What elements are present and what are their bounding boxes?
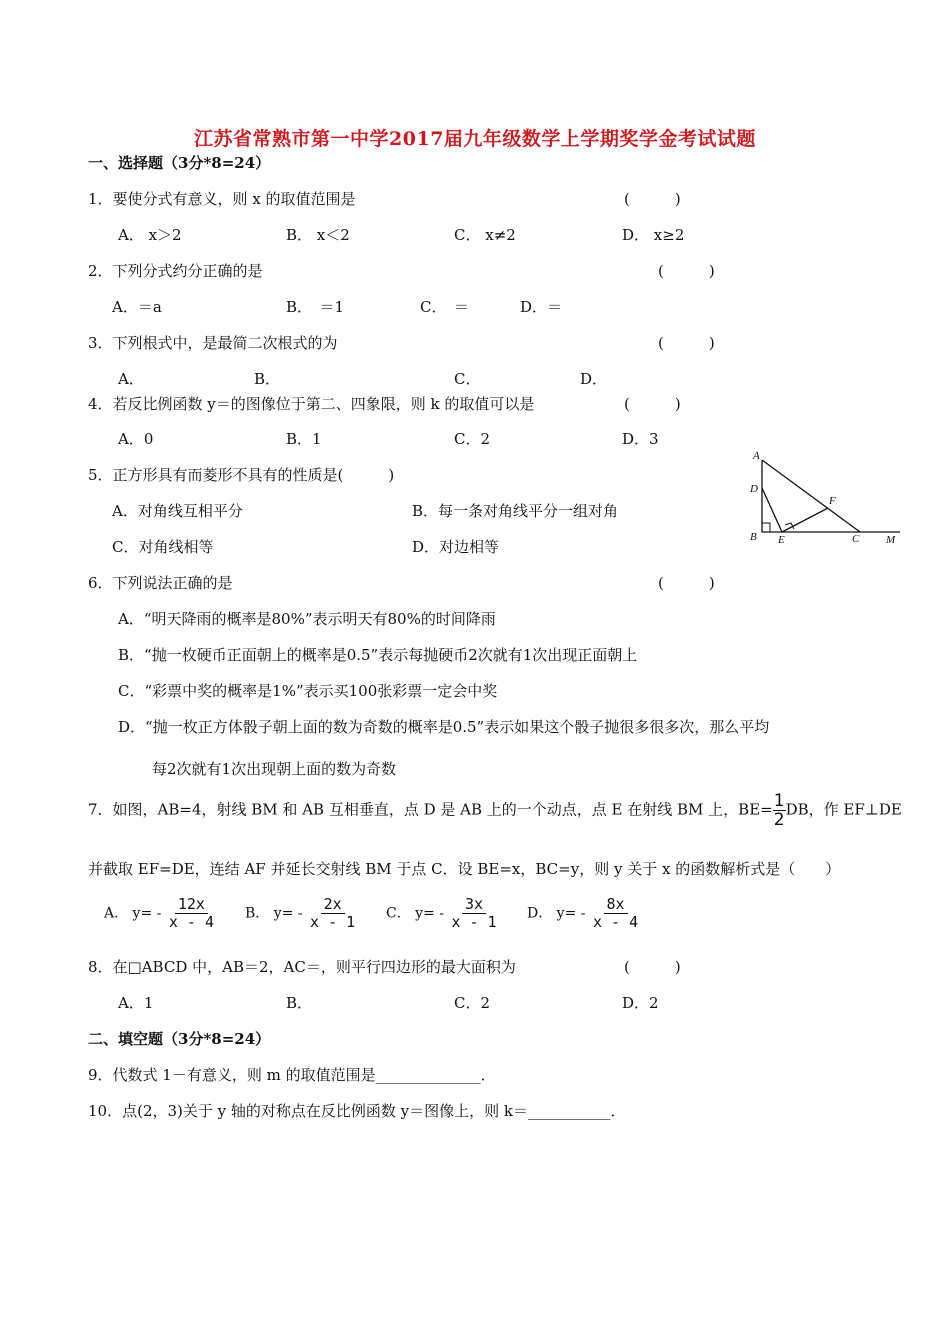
page-title: 江苏省常熟市第一中学2017届九年级数学上学期奖学金考试试题	[194, 128, 756, 150]
label-f: F	[829, 495, 836, 507]
q8-answer-paren: ( )	[624, 958, 681, 976]
q7-option-a: A． y= - $\frac{12x}{x - 4}$	[104, 895, 214, 931]
label-d: D	[750, 483, 758, 495]
q1-option-c: C． x≠2	[454, 226, 516, 244]
segment-ef	[782, 508, 828, 532]
q5-option-d: D．对边相等	[412, 538, 500, 556]
q5-option-a: A．对角线互相平分	[112, 502, 243, 520]
q8-option-a: A．1	[118, 994, 154, 1012]
label-e: E	[778, 534, 785, 546]
q2-option-c: C． ＝	[420, 298, 469, 316]
q6-option-d-line2: 每2次就有1次出现朝上面的数为奇数	[152, 760, 397, 778]
q2-option-a: A．＝a	[112, 298, 162, 316]
label-b: B	[750, 531, 757, 543]
q6-option-d-line1: D．“抛一枚正方体骰子朝上面的数为奇数的概率是0.5”表示如果这个骰子抛很多很多次，那么平均	[118, 718, 770, 736]
q1-option-b: B． x＜2	[286, 226, 350, 244]
q2-option-b: B． ＝1	[286, 298, 345, 316]
q7-stem-line2: 并截取 EF=DE，连结 AF 并延长交射线 BM 于点 C．设 BE=x，BC=y，则 y 关于 x 的函数解析式是（ ）	[88, 860, 841, 878]
q4-option-a: A．0	[118, 430, 154, 448]
q6-answer-paren: ( )	[658, 574, 715, 592]
q7-option-c: C． y= - $\frac{3x}{x - 1}$	[386, 895, 497, 931]
q1-option-d: D． x≥2	[622, 226, 685, 244]
q3-option-a: A．	[118, 370, 144, 388]
q7-stem-line1: 7．如图，AB=4，射线 BM 和 AB 互相垂直，点 D 是 AB 上的一个动点，点 E 在射线 BM 上，BE= $\frac{1}{2}$ DB，作 EF⊥DE	[88, 791, 902, 830]
q4-option-d: D．3	[622, 430, 659, 448]
q2-option-d: D．＝	[520, 298, 563, 316]
right-angle-b	[762, 523, 770, 532]
geometry-figure	[744, 446, 904, 546]
segment-de	[762, 488, 782, 532]
q1-answer-paren: ( )	[624, 190, 681, 208]
label-c: C	[852, 533, 860, 545]
q9-stem: 9．代数式 1－有意义，则 m 的取值范围是______________．	[88, 1066, 496, 1084]
q6-stem: 6．下列说法正确的是	[88, 574, 233, 592]
q2-stem: 2．下列分式约分正确的是	[88, 262, 263, 280]
q8-option-c: C．2	[454, 994, 491, 1012]
q3-stem: 3．下列根式中，是最简二次根式的为	[88, 334, 338, 352]
section-heading-fill: 二、填空题（3分*8=24）	[88, 1030, 271, 1048]
q4-option-b: B．1	[286, 430, 322, 448]
q1-stem: 1．要使分式有意义，则 x 的取值范围是	[88, 190, 356, 208]
q1-option-a: A． x＞2	[118, 226, 182, 244]
q3-option-d: D．	[580, 370, 608, 388]
q7-option-d: D． y= - $\frac{8x}{x - 4}$	[527, 895, 639, 931]
q3-option-b: B．	[254, 370, 281, 388]
label-a: A	[753, 450, 760, 462]
q4-stem: 4．若反比例函数 y＝的图像位于第二、四象限，则 k 的取值可以是	[88, 395, 535, 413]
q2-answer-paren: ( )	[658, 262, 715, 280]
q10-stem: 10．点(2，3)关于 y 轴的对称点在反比例函数 y＝图像上，则 k＝___________．	[88, 1102, 626, 1120]
q6-option-c: C．“彩票中奖的概率是1%”表示买100张彩票一定会中奖	[118, 682, 498, 700]
q3-answer-paren: ( )	[658, 334, 715, 352]
q8-option-d: D．2	[622, 994, 659, 1012]
q4-option-c: C．2	[454, 430, 491, 448]
q6-option-a: A．“明天降雨的概率是80%”表示明天有80%的时间降雨	[118, 610, 496, 628]
q7-option-b: B． y= - $\frac{2x}{x - 1}$	[245, 895, 356, 931]
section-heading-choice: 一、选择题（3分*8=24）	[88, 154, 271, 172]
q8-stem: 8．在□ABCD 中，AB＝2，AC＝，则平行四边形的最大面积为	[88, 958, 516, 976]
q5-option-b: B．每一条对角线平分一组对角	[412, 502, 619, 520]
q5-stem: 5．正方形具有而菱形不具有的性质是( )	[88, 466, 395, 484]
q5-option-c: C．对角线相等	[112, 538, 214, 556]
half-fraction: $\frac{1}{2}$	[773, 791, 785, 830]
label-m: M	[886, 534, 896, 546]
q3-option-c: C．	[454, 370, 481, 388]
q8-option-b: B．	[286, 994, 313, 1012]
q4-answer-paren: ( )	[624, 395, 681, 413]
q6-option-b: B．“抛一枚硬币正面朝上的概率是0.5”表示每抛硬币2次就有1次出现正面朝上	[118, 646, 638, 664]
